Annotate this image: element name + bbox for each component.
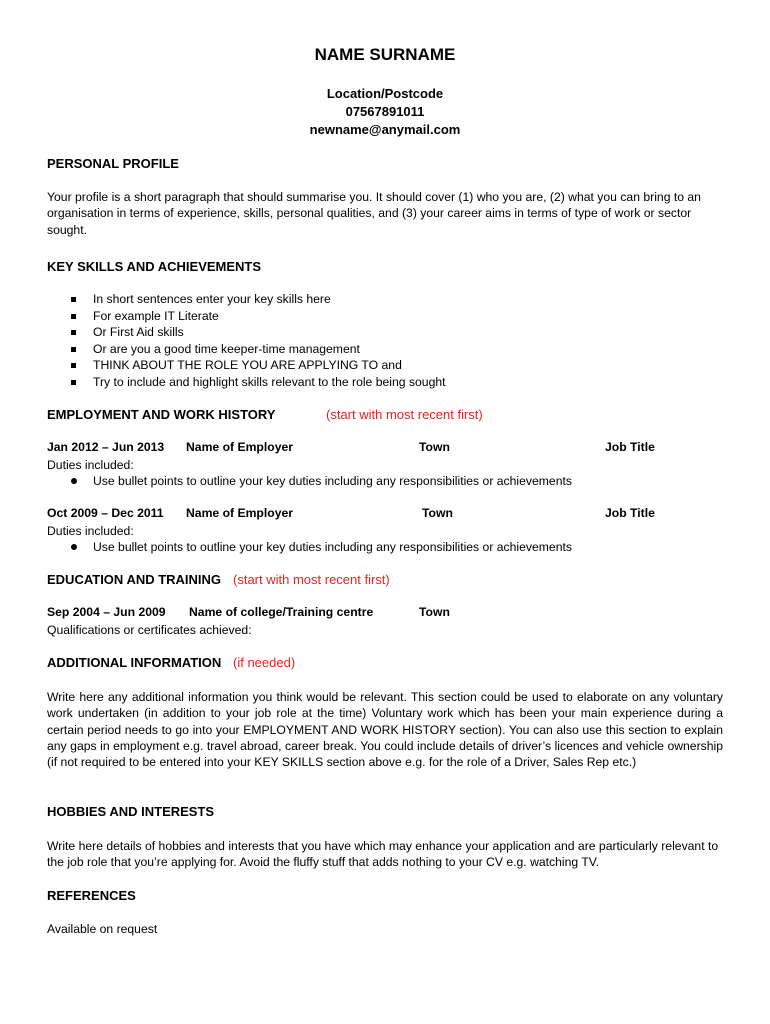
job-employer: Name of Employer bbox=[186, 440, 294, 454]
round-bullet-icon bbox=[71, 544, 77, 550]
square-bullet-icon bbox=[71, 347, 76, 352]
education-heading: EDUCATION AND TRAINING bbox=[47, 572, 222, 587]
education-note: (start with most recent first) bbox=[233, 572, 390, 587]
square-bullet-icon bbox=[71, 380, 76, 385]
round-bullet-icon bbox=[71, 478, 77, 484]
qualifications-label: Qualifications or certificates achieved: bbox=[47, 623, 252, 637]
additional-note: (if needed) bbox=[233, 655, 296, 670]
education-row bbox=[47, 605, 723, 621]
personal-profile-heading: PERSONAL PROFILE bbox=[47, 156, 179, 171]
employment-note: (start with most recent first) bbox=[326, 407, 483, 422]
job-employer: Name of Employer bbox=[186, 506, 294, 520]
list-item: Try to include and highlight skills relevant to the role being sought bbox=[47, 374, 723, 391]
education-dates: Sep 2004 – Jun 2009 bbox=[47, 605, 166, 619]
additional-text: Write here any additional information you think would be relevant. This section could be used to elaborate on any voluntary work undertaken (in addition to your job role at the time) Voluntary work which has been your main experience during a certain period needs to go into your EMPLOYMENT AND WORK HISTORY section). You can also use this section to explain any gaps in employment e.g. travel abroad, career break. You could include details of driver’s licences and vehicle ownership (if not required to be entered into your KEY SKILLS section above e.g. for the role of a Driver, Sales Rep etc.) bbox=[47, 690, 723, 770]
duties-label: Duties included: bbox=[47, 458, 134, 472]
duties-label: Duties included: bbox=[47, 524, 134, 538]
key-skills-list bbox=[47, 291, 723, 390]
square-bullet-icon bbox=[71, 314, 76, 319]
employment-heading: EMPLOYMENT AND WORK HISTORY bbox=[47, 407, 276, 422]
job-title: Job Title bbox=[605, 440, 655, 454]
hobbies-heading: HOBBIES AND INTERESTS bbox=[47, 804, 215, 819]
cv-email: newname@anymail.com bbox=[309, 122, 461, 137]
list-item: Use bullet points to outline your key duties including any responsibilities or achievements bbox=[47, 473, 723, 490]
list-item: Or are you a good time keeper-time management bbox=[47, 341, 723, 358]
square-bullet-icon bbox=[71, 297, 76, 302]
square-bullet-icon bbox=[71, 363, 76, 368]
duties-list bbox=[47, 473, 723, 490]
list-item: For example IT Literate bbox=[47, 308, 723, 325]
cv-name: NAME SURNAME bbox=[314, 45, 456, 64]
personal-profile-text: Your profile is a short paragraph that should summarise you. It should cover (1) who you are, (2) what you can bring to an organisation in terms of experience, skills, personal qualities, and (3) your career aims in terms of type of work or sector sought. bbox=[47, 190, 701, 237]
education-town: Town bbox=[419, 605, 450, 619]
job-dates: Jan 2012 – Jun 2013 bbox=[47, 440, 165, 454]
job-row bbox=[47, 440, 723, 456]
duties-list bbox=[47, 539, 723, 556]
list-item: In short sentences enter your key skills here bbox=[47, 291, 723, 308]
education-college: Name of college/Training centre bbox=[189, 605, 374, 619]
list-item: Use bullet points to outline your key duties including any responsibilities or achievements bbox=[47, 539, 723, 556]
cv-location: Location/Postcode bbox=[326, 86, 444, 101]
references-heading: REFERENCES bbox=[47, 888, 136, 903]
job-dates: Oct 2009 – Dec 2011 bbox=[47, 506, 164, 520]
cv-phone: 07567891011 bbox=[345, 104, 425, 119]
job-town: Town bbox=[422, 506, 453, 520]
key-skills-heading: KEY SKILLS AND ACHIEVEMENTS bbox=[47, 259, 262, 274]
list-item: Or First Aid skills bbox=[47, 324, 723, 341]
job-row bbox=[47, 506, 723, 522]
job-town: Town bbox=[419, 440, 450, 454]
references-text: Available on request bbox=[47, 922, 158, 936]
job-title: Job Title bbox=[605, 506, 655, 520]
square-bullet-icon bbox=[71, 330, 76, 335]
additional-heading: ADDITIONAL INFORMATION bbox=[47, 655, 222, 670]
list-item: THINK ABOUT THE ROLE YOU ARE APPLYING TO and bbox=[47, 357, 723, 374]
hobbies-text: Write here details of hobbies and interests that you have which may enhance your application and are particularly relevant to the job role that you’re applying for. Avoid the fluffy stuff that adds nothing to your CV e.g. watching TV. bbox=[47, 839, 719, 870]
